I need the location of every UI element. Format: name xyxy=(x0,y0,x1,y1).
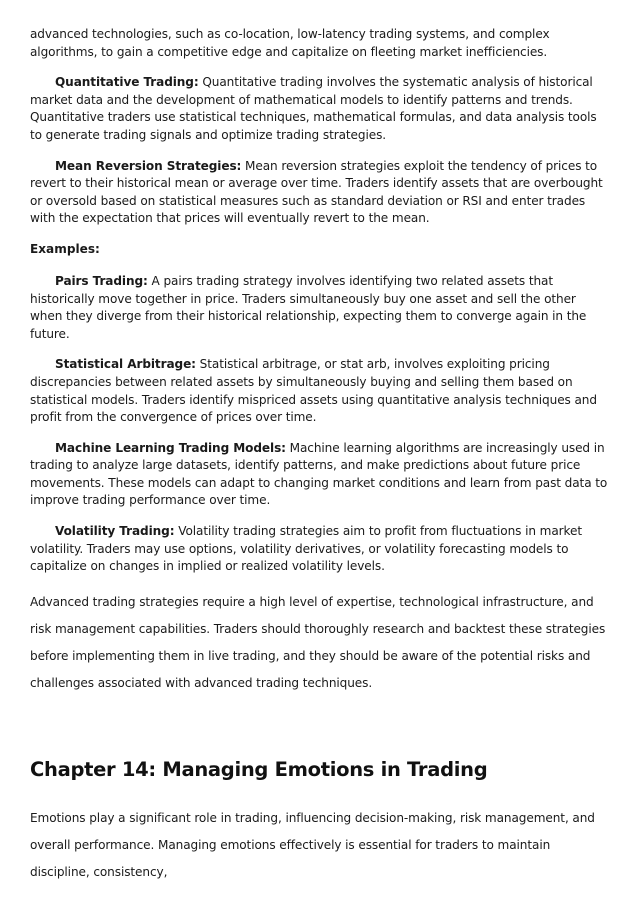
example-description: Statistical arbitrage, or stat arb, involves exploiting pricing discrepancies between related assets by simultaneously buying and selling them based on statistical models. Traders identify mispriced assets using quantitative analysis techniques and profit from the convergence of prices over time. xyxy=(30,357,597,425)
strategy-description: Quantitative trading involves the systematic analysis of historical market data and the development of mathematical models to identify patterns and trends. Quantitative traders use statistical techniques, mathematical formulas, and data analysis tools to generate trading signals and optimize trading strategies. xyxy=(30,75,597,142)
example-statistical-arbitrage-paragraph xyxy=(30,356,610,426)
chapter-intro-paragraph: Emotions play a significant role in trading, influencing decision-making, risk management, and overall performance. Managing emotions effectively is essential for traders to maintain discipline, consistency, xyxy=(30,810,595,879)
page-content xyxy=(30,26,610,886)
example-term: Pairs Trading: xyxy=(55,273,148,288)
example-volatility-trading-paragraph xyxy=(30,523,610,576)
chapter-title: Chapter 14: Managing Emotions in Trading xyxy=(30,757,488,781)
strategy-term: Mean Reversion Strategies: xyxy=(55,158,242,173)
example-term: Machine Learning Trading Models: xyxy=(55,440,286,455)
example-term: Volatility Trading: xyxy=(55,524,175,539)
strategy-term: Quantitative Trading: xyxy=(55,75,199,90)
strategy-description: Mean reversion strategies exploit the tendency of prices to revert to their historical mean or average over time. Traders identify assets that are overbought or oversold based on statistical measures such as standard deviation or RSI and enter trades with the expectation that prices will eventually revert to the mean. xyxy=(30,158,603,226)
example-description: Machine learning algorithms are increasingly used in trading to analyze large datasets, identify patterns, and make predictions about future price movements. These models can adapt to changing market conditions and learn from past data to improve trading performance over time. xyxy=(30,440,608,508)
example-term: Statistical Arbitrage: xyxy=(55,357,196,372)
conclusion-paragraph: Advanced trading strategies require a high level of expertise, technological infrastructure, and risk management capabilities. Traders should thoroughly research and backtest these strategies before implementing them in live trading, and they should be aware of the potential risks and challenges associated with advanced trading techniques. xyxy=(30,594,606,690)
strategy-quantitative-paragraph xyxy=(30,74,610,144)
examples-heading: Examples: xyxy=(30,241,100,256)
example-pairs-trading-paragraph xyxy=(30,273,610,343)
example-description: A pairs trading strategy involves identifying two related assets that historically move together in price. Traders simultaneously buy one asset and sell the other when they diverge from their historical relationship, expecting them to converge again in the future. xyxy=(30,273,587,341)
example-machine-learning-paragraph xyxy=(30,440,610,510)
example-description: Volatility trading strategies aim to profit from fluctuations in market volatility. Traders may use options, volatility derivatives, or volatility forecasting models to capitalize on changes in implied or realized volatility levels. xyxy=(30,524,582,574)
strategy-mean-reversion-paragraph xyxy=(30,158,610,228)
intro-continuation-paragraph: advanced technologies, such as co-location, low-latency trading systems, and complex algorithms, to gain a competitive edge and capitalize on fleeting market inefficiencies. xyxy=(30,27,550,59)
